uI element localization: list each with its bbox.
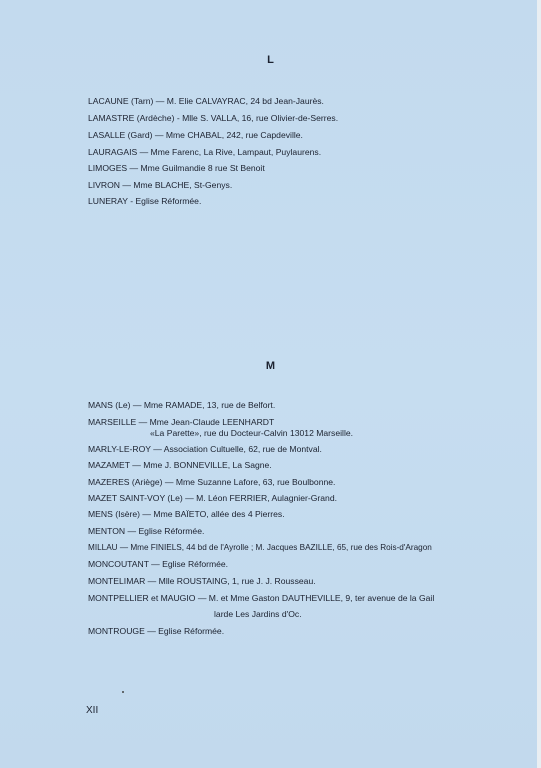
entry-marly-le-roy: MARLY-LE-ROY — Association Cultuelle, 62, rue de Montval.	[88, 444, 322, 454]
entry-mazeres: MAZERES (Ariège) — Mme Suzanne Lafore, 63, rue Boulbonne.	[88, 477, 336, 487]
section-letter-m: M	[265, 360, 276, 372]
entry-millau: MILLAU — Mme FINIELS, 44 bd de l'Ayrolle ; M. Jacques BAZILLE, 65, rue des Rois-d'Aragon	[88, 543, 432, 552]
speck-mark	[122, 691, 124, 693]
entry-limoges: LIMOGES — Mme Guilmandie 8 rue St Benoit	[88, 163, 265, 173]
entry-montrouge: MONTROUGE — Eglise Réformée.	[88, 626, 225, 636]
entry-mazet-saint-voy: MAZET SAINT-VOY (Le) — M. Léon FERRIER, Aulagnier-Grand.	[88, 493, 337, 503]
entry-lacaune: LACAUNE (Tarn) — M. Elie CALVAYRAC, 24 bd Jean-Jaurès.	[88, 96, 324, 106]
section-letter-l: L	[267, 54, 274, 66]
entry-moncoutant: MONCOUTANT — Eglise Réformée.	[88, 559, 229, 569]
entry-montpellier: MONTPELLIER et MAUGIO — M. et Mme Gaston DAUTHEVILLE, 9, ter avenue de la Gail	[88, 593, 435, 603]
entry-marseille: MARSEILLE — Mme Jean-Claude LEENHARDT	[88, 417, 275, 427]
entry-livron: LIVRON — Mme BLACHE, St-Genys.	[88, 180, 233, 190]
entry-montelimar: MONTELIMAR — Mlle ROUSTAING, 1, rue J. J. Rousseau.	[88, 576, 316, 586]
entry-lamastre: LAMASTRE (Ardèche) - Mlle S. VALLA, 16, rue Olivier-de-Serres.	[88, 113, 339, 123]
page-number: XII	[86, 705, 99, 716]
entry-marseille-address: «La Parette», rue du Docteur-Calvin 13012 Marseille.	[150, 428, 354, 438]
entry-menton: MENTON — Eglise Réformée.	[88, 526, 205, 536]
page-edge	[537, 0, 541, 768]
entry-mens: MENS (Isère) — Mme BAÏETO, allée des 4 Pierres.	[88, 509, 285, 519]
entry-mans: MANS (Le) — Mme RAMADE, 13, rue de Belfort.	[88, 400, 276, 410]
entry-lasalle: LASALLE (Gard) — Mme CHABAL, 242, rue Capdeville.	[88, 130, 303, 140]
entry-montpellier-address: larde Les Jardins d'Oc.	[214, 609, 302, 619]
entry-mazamet: MAZAMET — Mme J. BONNEVILLE, La Sagne.	[88, 460, 272, 470]
entry-lauragais: LAURAGAIS — Mme Farenc, La Rive, Lampaut, Puylaurens.	[88, 147, 322, 157]
entry-luneray: LUNERAY - Eglise Réformée.	[88, 196, 202, 206]
